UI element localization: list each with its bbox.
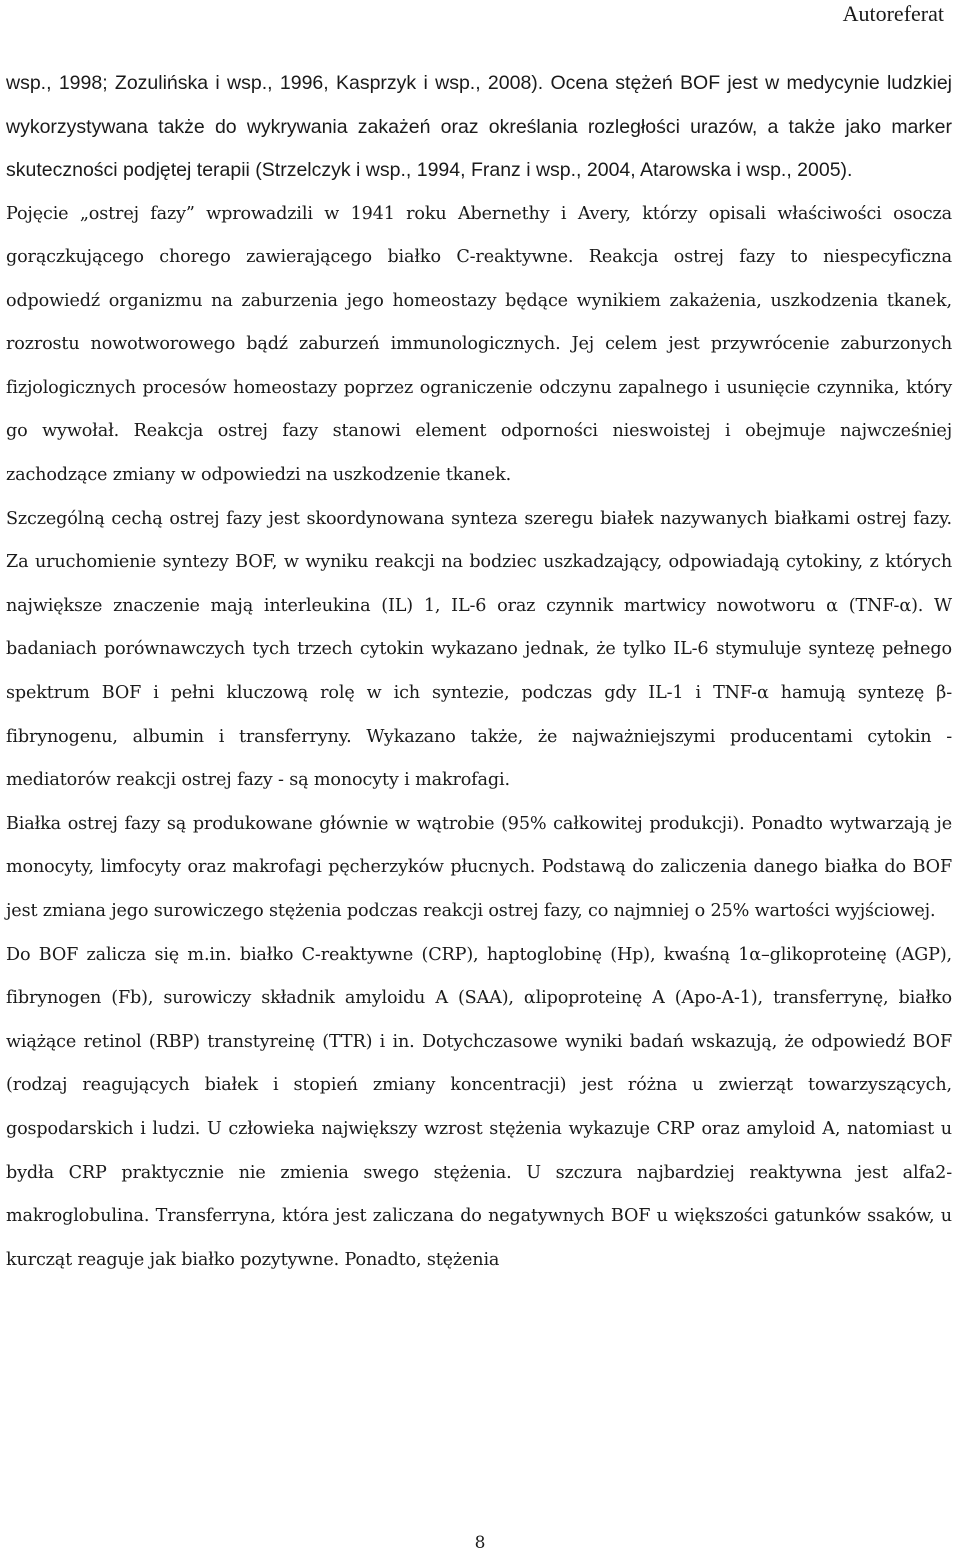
paragraph-acute-phase-definition: Pojęcie „ostrej fazy” wprowadzili w 1941 roku Abernethy i Avery, którzy opisali właściwości osocza gorączkującego chorego zawierającego białko C-reaktywne. Reakcja ostrej fazy to niespecyficzna odpowiedź organizmu na zaburzenia jego homeostazy będące wynikiem zakażenia, uszkodzenia tkanek, rozrostu nowotworowego bądź zaburzeń immunologicznych. Jej celem jest przywrócenie zaburzonych fizjologicznych procesów homeostazy poprzez ograniczenie odczynu zapalnego i usunięcie czynnika, który go wywołał. Reakcja ostrej fazy stanowi element odporności nieswoistej i obejmuje najwcześniej zachodzące zmiany w odpowiedzi na uszkodzenie tkanek. [6,203,952,486]
paragraph-cytokines: Szczególną cechą ostrej fazy jest skoordynowana synteza szeregu białek nazywanych białkami ostrej fazy. Za uruchomienie syntezy BOF, w wyniku reakcji na bodziec uszkadzający, odpowiadają cytokiny, z których największe znaczenie mają interleukina (IL) 1, IL-6 oraz czynnik martwicy nowotworu α (TNF-α). W badaniach porównawczych tych trzech cytokin wykazano jednak, że tylko IL-6 stymuluje syntezę pełnego spektrum BOF i pełni kluczową rolę w ich syntezie, podczas gdy IL-1 i TNF-α hamują syntezę β-fibrynogenu, albumin i transferryny. Wykazano także, że najważniejszymi producentami cytokin - mediatorów reakcji ostrej fazy - są monocyty i makrofagi. [6,508,952,791]
paragraph-liver-production: Białka ostrej fazy są produkowane głównie w wątrobie (95% całkowitej produkcji). Ponadto wytwarzają je monocyty, limfocyty oraz makrofagi pęcherzyków płucnych. Podstawą do zaliczenia danego białka do BOF jest zmiana jego surowiczego stężenia podczas reakcji ostrej fazy, co najmniej o 25% wartości wyjściowej. [6,813,952,921]
page-number: 8 [474,1533,486,1553]
document-body [6,62,952,1282]
paragraph-bof-proteins: Do BOF zalicza się m.in. białko C-reaktywne (CRP), haptoglobinę (Hp), kwaśną 1α–glikoproteinę (AGP), fibrynogen (Fb), surowiczy składnik amyloidu A (SAA), αlipoproteinę A (Apo-A-1), transferrynę, białko wiążące retinol (RBP) transtyreinę (TTR) i in. Dotychczasowe wyniki badań wskazują, że odpowiedź BOF (rodzaj reagujących białek i stopień zmiany koncentracji) jest różna u zwierząt towarzyszących, gospodarskich i ludzi. U człowieka największy wzrost stężenia wykazuje CRP oraz amyloid A, natomiast u bydła CRP praktycznie nie zmienia swego stężenia. U szczura najbardziej reaktywna jest alfa2-makroglobulina. Transferryna, która jest zaliczana do negatywnych BOF u większości gatunków ssaków, u kurcząt reaguje jak białko pozytywne. Ponadto, stężenia [6,944,952,1270]
paragraph-bof-usage: wsp., 1998; Zozulińska i wsp., 1996, Kasprzyk i wsp., 2008). Ocena stężeń BOF jest w medycynie ludzkiej wykorzystywana także do wykrywania zakażeń oraz określania rozległości urazów, a także jako marker skuteczności podjętej terapii (Strzelczyk i wsp., 1994, Franz i wsp., 2004, Atarowska i wsp., 2005). [6,72,952,181]
running-header: Autoreferat [842,1,944,26]
